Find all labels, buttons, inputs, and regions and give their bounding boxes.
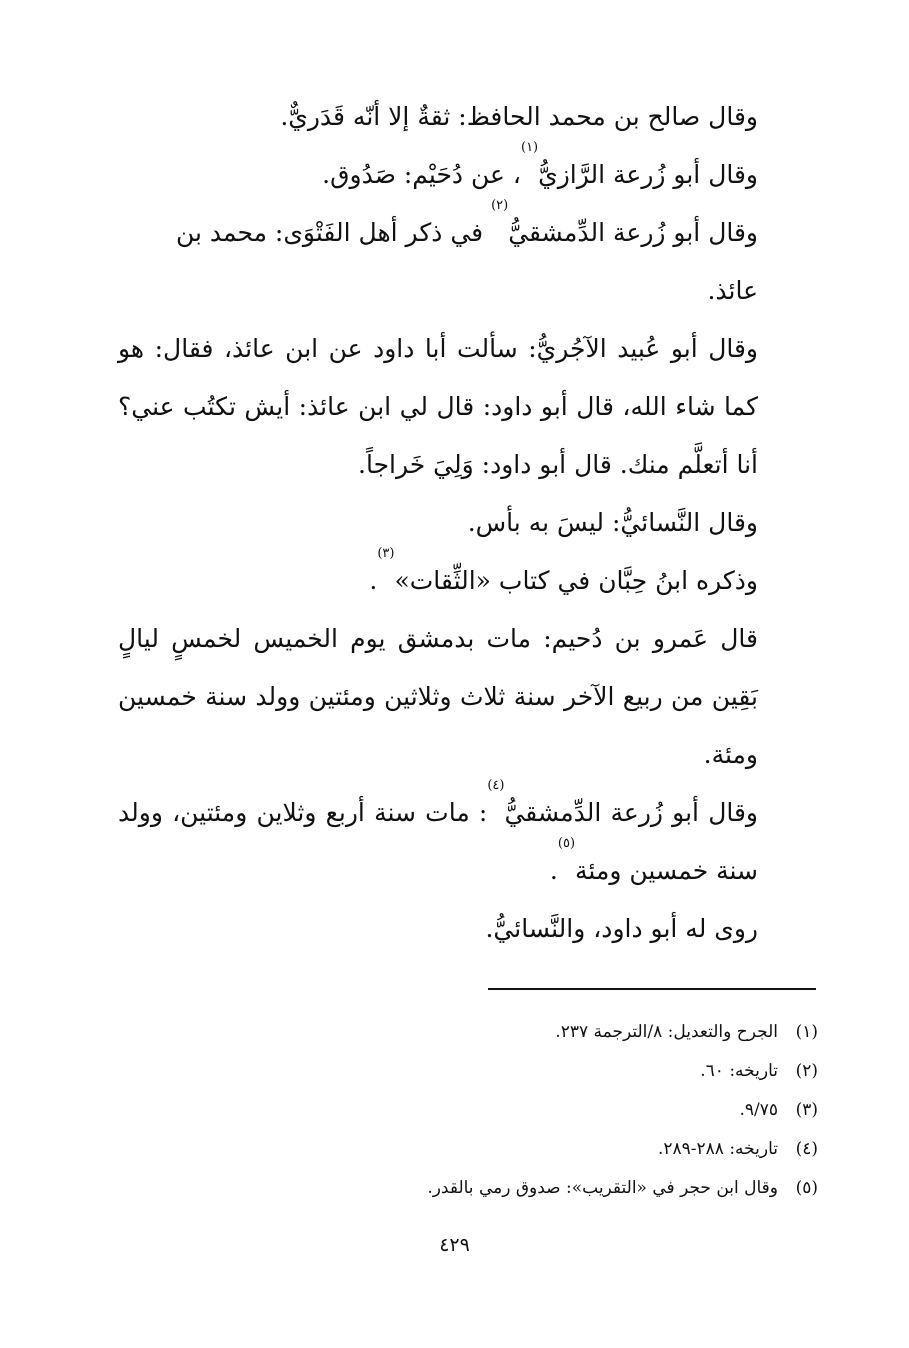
page-number: ٤٢٩ bbox=[439, 1234, 470, 1256]
paragraph-1: وقال صالح بن محمد الحافظ: ثقةٌ إلا أنّه قَدَريٌّ. bbox=[280, 102, 758, 131]
paragraph-8: وقال أبو زُرعة الدِّمشقيُّ$^{(٤)}$: مات سنة أربع وثلاين ومئتين، وولد سنة خمسين ومئة$^{(٥)}$. bbox=[118, 778, 759, 885]
footnote-divider bbox=[488, 988, 816, 990]
footnote-number: (٤) bbox=[795, 1139, 818, 1159]
paragraph-9: روى له أبو داود، والنَّسائيُّ. bbox=[485, 914, 758, 943]
paragraph-7: قال عَمرو بن دُحيم: مات بدمشق يوم الخميس لخمسٍ ليالٍ بَقِين من ربيع الآخر سنة ثلاث وثلاثين ومئتين وولد سنة خمسين ومئة. bbox=[118, 624, 758, 769]
footnote-4 bbox=[118, 1134, 818, 1173]
paragraph-5: وقال النَّسائيُّ: ليسَ به بأس. bbox=[467, 508, 758, 537]
footnote-text: تاريخه: ٦٠. bbox=[700, 1061, 778, 1081]
footnote-text: الجرح والتعديل: ٨/الترجمة ٢٣٧. bbox=[555, 1022, 778, 1042]
paragraph-2: وقال أبو زُرعة الرَّازيُّ$^{(١)}$، عن دُحَيْم: صَدُوق. bbox=[322, 140, 758, 189]
paragraph-3: وقال أبو زُرعة الدِّمشقيُّ$^{(٢)}$ في ذكر أهل الفَتْوَى: محمد بن عائذ. bbox=[175, 198, 758, 305]
footnote-2 bbox=[118, 1056, 818, 1095]
footnote-text: ٩/٧٥. bbox=[739, 1100, 778, 1120]
footnote-number: (٢) bbox=[795, 1061, 818, 1081]
footnote-ref-1: (١) bbox=[520, 140, 539, 155]
main-text bbox=[118, 88, 818, 958]
footnote-text: وقال ابن حجر في «التقريب»: صدوق رمي بالقدر. bbox=[427, 1178, 778, 1198]
footnote-number: (٥) bbox=[795, 1178, 818, 1198]
footnote-5 bbox=[118, 1173, 818, 1212]
footnote-ref-2: (٢) bbox=[491, 198, 509, 213]
footnote-number: (٣) bbox=[795, 1100, 818, 1120]
footnote-ref-3: (٣) bbox=[377, 546, 395, 561]
footnote-ref-4: (٤) bbox=[487, 778, 505, 793]
footnote-3 bbox=[118, 1095, 818, 1134]
footnote-ref-5: (٥) bbox=[557, 836, 576, 851]
footnote-1 bbox=[118, 1017, 818, 1056]
footnote-number: (١) bbox=[795, 1022, 818, 1042]
paragraph-4: وقال أبو عُبيد الآجُريُّ: سألت أبا داود عن ابن عائذ، فقال: هو كما شاء الله، قال أبو داود: قال لي ابن عائذ: أيش تكتُب عني؟ أنا أتعلَّم منك. قال أبو داود: وَلِيَ خَراجاً. bbox=[118, 334, 758, 479]
footnote-text: تاريخه: ٢٨٨-٢٨٩. bbox=[657, 1139, 778, 1159]
footnotes bbox=[118, 1017, 818, 1212]
paragraph-6: وذكره ابنُ حِبَّان في كتاب «الثِّقات»$^{(٣)}$. bbox=[369, 546, 758, 595]
